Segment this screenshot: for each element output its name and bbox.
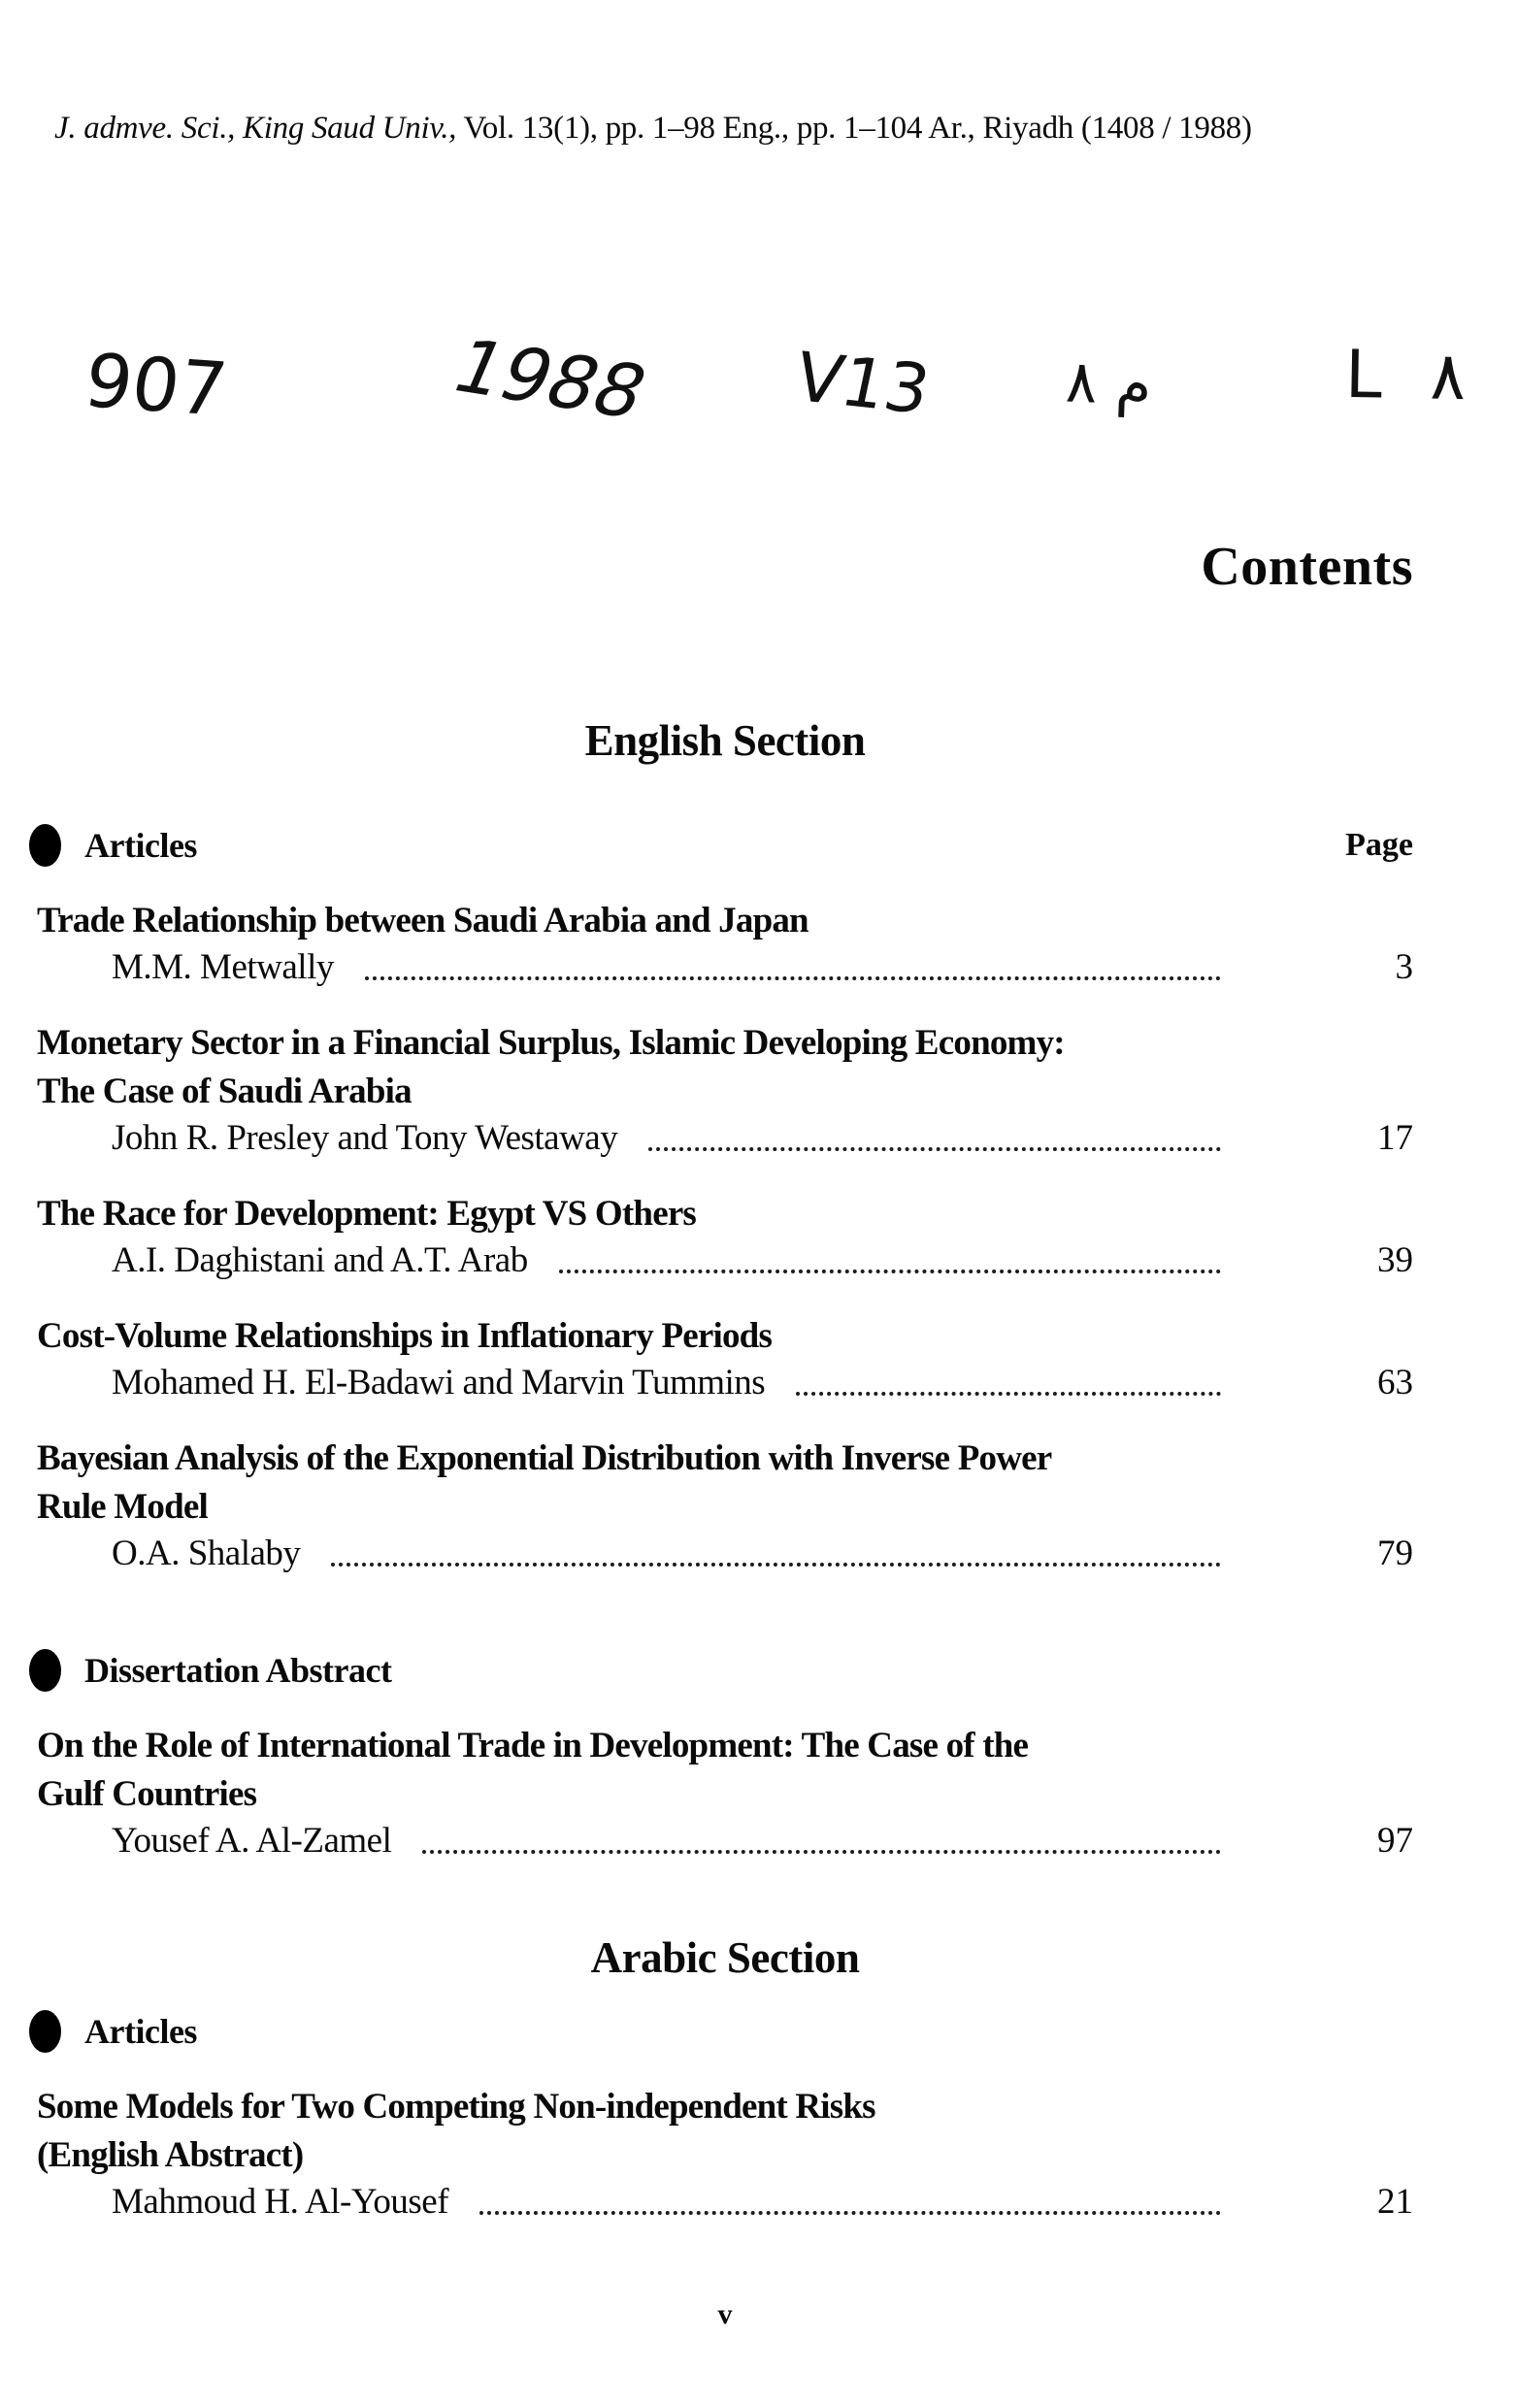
bullet-icon bbox=[29, 2010, 61, 2053]
article-title: Monetary Sector in a Financial Surplus, Islamic Developing Economy: bbox=[37, 1023, 1065, 1063]
toc-entry bbox=[37, 1019, 1413, 1161]
journal-citation-details: Vol. 13(1), pp. 1–98 Eng., pp. 1–104 Ar., Riyadh (1408 / 1988) bbox=[456, 111, 1252, 146]
article-title: The Race for Development: Egypt VS Others bbox=[37, 1194, 697, 1234]
article-authors: John R. Presley and Tony Westaway bbox=[112, 1118, 618, 1158]
article-title: Rule Model bbox=[37, 1487, 208, 1527]
group-header-articles-arabic bbox=[37, 2009, 1413, 2054]
article-authors: Yousef A. Al-Zamel bbox=[112, 1821, 392, 1861]
group-header-articles-english bbox=[37, 823, 1413, 868]
handwritten-mark: L ٨ bbox=[1344, 336, 1467, 416]
section-heading-arabic: Arabic Section bbox=[590, 1933, 860, 1982]
dot-leader bbox=[479, 2211, 1221, 2215]
group-header-dissertation-abstract bbox=[37, 1648, 1413, 1693]
article-authors: A.I. Daghistani and A.T. Arab bbox=[112, 1240, 528, 1280]
handwritten-mark: V13 bbox=[787, 337, 938, 430]
toc-entry bbox=[37, 897, 1413, 990]
article-title: Bayesian Analysis of the Exponential Distribution with Inverse Power bbox=[37, 1438, 1052, 1478]
group-label: Dissertation Abstract bbox=[84, 1651, 392, 1690]
article-page-number: 39 bbox=[1377, 1240, 1413, 1280]
bullet-icon bbox=[29, 824, 61, 867]
article-authors: O.A. Shalaby bbox=[112, 1534, 301, 1573]
article-title: The Case of Saudi Arabia bbox=[37, 1072, 412, 1111]
handwritten-mark: 907 bbox=[79, 337, 233, 433]
article-authors: M.M. Metwally bbox=[112, 947, 334, 987]
handwritten-mark: 1988 bbox=[440, 323, 661, 435]
article-title: (English Abstract) bbox=[37, 2135, 304, 2175]
article-title: Some Models for Two Competing Non-independent Risks bbox=[37, 2087, 875, 2127]
article-title: Trade Relationship between Saudi Arabia and Japan bbox=[37, 901, 808, 940]
group-label: Articles bbox=[84, 2012, 197, 2051]
handwritten-annotations bbox=[37, 323, 1467, 439]
article-page-number: 3 bbox=[1395, 947, 1413, 987]
toc-entry bbox=[37, 1435, 1413, 1576]
dot-leader bbox=[365, 976, 1221, 980]
dot-leader bbox=[422, 1850, 1221, 1854]
journal-citation-title: J. admve. Sci., King Saud Univ., bbox=[54, 111, 457, 146]
bullet-icon bbox=[29, 1649, 61, 1692]
section-heading-english: English Section bbox=[584, 716, 866, 765]
article-title: Cost-Volume Relationships in Inflationary Periods bbox=[37, 1316, 773, 1356]
article-page-number: 21 bbox=[1377, 2182, 1413, 2222]
article-page-number: 97 bbox=[1377, 1821, 1413, 1861]
page-title: Contents bbox=[1201, 537, 1413, 597]
toc-entry bbox=[37, 1722, 1413, 1864]
page-column-label: Page bbox=[1345, 827, 1413, 863]
dot-leader bbox=[331, 1563, 1221, 1567]
group-label: Articles bbox=[84, 826, 197, 865]
article-title: Gulf Countries bbox=[37, 1774, 257, 1814]
dot-leader bbox=[796, 1392, 1221, 1396]
toc-entry bbox=[37, 1190, 1413, 1283]
article-page-number: 79 bbox=[1377, 1534, 1413, 1573]
toc-entry bbox=[37, 2083, 1413, 2225]
handwritten-mark: م ٨ bbox=[1064, 347, 1153, 419]
toc-entry bbox=[37, 1312, 1413, 1405]
article-authors: Mahmoud H. Al-Yousef bbox=[112, 2182, 449, 2222]
dot-leader bbox=[648, 1147, 1221, 1151]
article-title: On the Role of International Trade in Development: The Case of the bbox=[37, 1726, 1029, 1765]
footer-page-number: v bbox=[717, 2298, 733, 2330]
dot-leader bbox=[559, 1270, 1221, 1273]
journal-citation bbox=[54, 109, 1413, 148]
article-page-number: 17 bbox=[1377, 1118, 1413, 1158]
article-page-number: 63 bbox=[1377, 1363, 1413, 1402]
article-authors: Mohamed H. El-Badawi and Marvin Tummins bbox=[112, 1363, 766, 1402]
